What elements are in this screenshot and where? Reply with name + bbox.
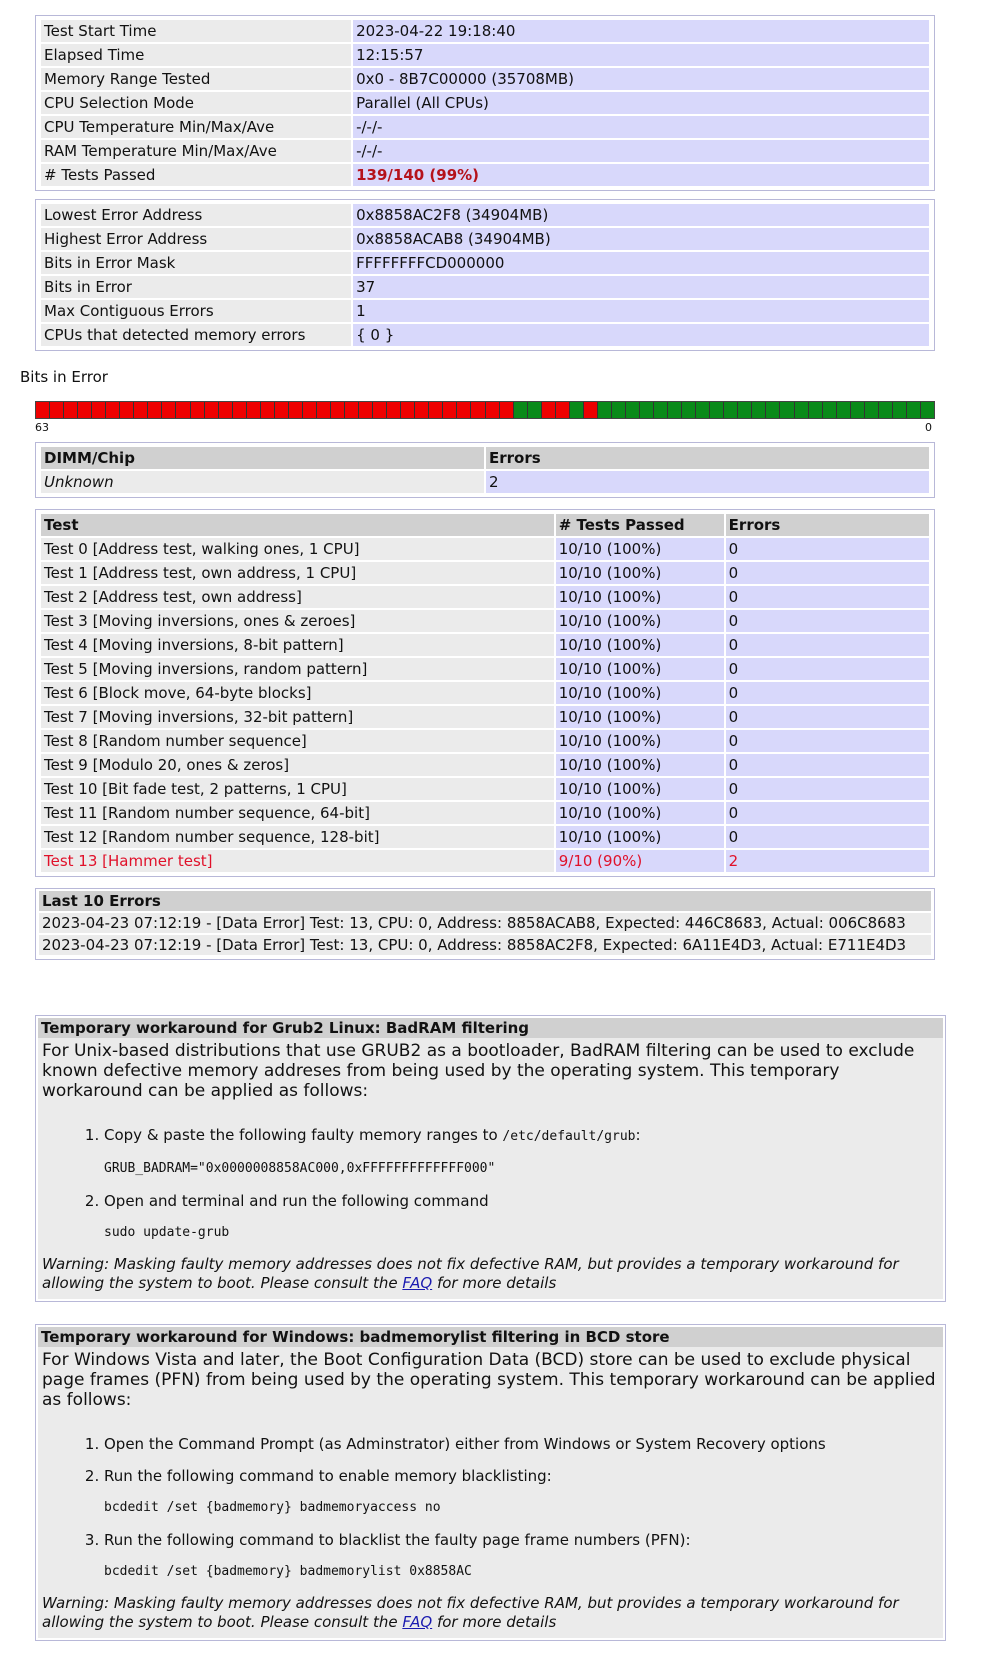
tests-header-test: Test	[41, 514, 554, 536]
bit-cell-error	[500, 402, 514, 418]
bit-cell-error	[401, 402, 415, 418]
bit-cell-ok	[640, 402, 654, 418]
grub-faq-link[interactable]: FAQ	[402, 1274, 433, 1292]
test-name: Test 9 [Modulo 20, ones & zeros]	[41, 754, 554, 776]
bit-cell-ok	[851, 402, 865, 418]
test-name: Test 2 [Address test, own address]	[41, 586, 554, 608]
grub-path: /etc/default/grub	[502, 1129, 636, 1144]
test-row	[41, 610, 929, 632]
bit-cell-error	[345, 402, 359, 418]
bit-cell-ok	[907, 402, 921, 418]
test-errors: 0	[726, 826, 929, 848]
bit-cell-ok	[710, 402, 724, 418]
bit-cell-error	[556, 402, 570, 418]
windows-workaround-panel	[35, 1324, 946, 1641]
test-errors: 2	[726, 850, 929, 872]
grub-update-code: sudo update-grub	[104, 1225, 230, 1240]
test-name: Test 11 [Random number sequence, 64-bit]	[41, 802, 554, 824]
last-errors-table	[35, 888, 935, 960]
test-errors: 0	[726, 706, 929, 728]
bit-cell-error	[92, 402, 106, 418]
grub-step-2-text: Open and terminal and run the following command	[104, 1192, 489, 1210]
bit-cell-ok	[823, 402, 837, 418]
error-log-line: 2023-04-23 07:12:19 - [Data Error] Test: 13, CPU: 0, Address: 8858ACAB8, Expected: 446C8683, Actual: 006C8683	[39, 913, 931, 933]
test-name: Test 1 [Address test, own address, 1 CPU]	[41, 562, 554, 584]
test-row	[41, 586, 929, 608]
summary-row-passed	[41, 164, 929, 186]
grub-steps	[82, 1125, 939, 1243]
error-summary-row	[41, 204, 929, 226]
summary-value: -/-/-	[353, 116, 929, 138]
test-passed: 10/10 (100%)	[556, 634, 724, 656]
test-name: Test 10 [Bit fade test, 2 patterns, 1 CPU]	[41, 778, 554, 800]
dimm-header-errors: Errors	[486, 447, 929, 469]
test-passed: 10/10 (100%)	[556, 802, 724, 824]
bit-cell-error	[233, 402, 247, 418]
test-errors: 0	[726, 562, 929, 584]
test-name: Test 6 [Block move, 64-byte blocks]	[41, 682, 554, 704]
error-summary-label: Lowest Error Address	[41, 204, 351, 226]
windows-warning-suffix: for more details	[432, 1613, 557, 1631]
error-summary-row	[41, 324, 929, 346]
bit-cell-ok	[879, 402, 893, 418]
error-summary-value: 1	[353, 300, 929, 322]
bit-cell-error	[542, 402, 556, 418]
windows-description: For Windows Vista and later, the Boot Configuration Data (BCD) store can be used to exclude physical page frames (PFN) from being used by the operating system. This temporary workaround can be applied as follows:	[42, 1350, 936, 1410]
test-passed: 10/10 (100%)	[556, 562, 724, 584]
test-passed: 10/10 (100%)	[556, 586, 724, 608]
test-row	[41, 850, 929, 872]
bit-cell-error	[443, 402, 457, 418]
bit-cell-error	[373, 402, 387, 418]
last-errors-title: Last 10 Errors	[39, 891, 931, 911]
bit-cell-error	[176, 402, 190, 418]
test-row	[41, 562, 929, 584]
bit-cell-error	[78, 402, 92, 418]
bit-cell-error	[275, 402, 289, 418]
windows-step-3	[104, 1530, 939, 1582]
summary-label: RAM Temperature Min/Max/Ave	[41, 140, 351, 162]
test-errors: 0	[726, 586, 929, 608]
error-summary-value: 0x8858ACAB8 (34904MB)	[353, 228, 929, 250]
test-errors: 0	[726, 610, 929, 632]
test-name: Test 3 [Moving inversions, ones & zeroes]	[41, 610, 554, 632]
test-errors: 0	[726, 754, 929, 776]
test-row	[41, 634, 929, 656]
error-summary-row	[41, 300, 929, 322]
bit-cell-ok	[752, 402, 766, 418]
bit-cell-ok	[598, 402, 612, 418]
grub-step-1-text: Copy & paste the following faulty memory ranges to	[104, 1126, 503, 1144]
grub-title: Temporary workaround for Grub2 Linux: BadRAM filtering	[38, 1018, 943, 1038]
windows-warning	[42, 1594, 939, 1632]
bit-label-right: 0	[925, 421, 932, 434]
windows-step-1	[104, 1434, 939, 1454]
error-summary-value: FFFFFFFFCD000000	[353, 252, 929, 274]
summary-value: 2023-04-22 19:18:40	[353, 20, 929, 42]
error-summary-value: { 0 }	[353, 324, 929, 346]
test-row	[41, 802, 929, 824]
error-summary-row	[41, 276, 929, 298]
test-passed: 10/10 (100%)	[556, 538, 724, 560]
bit-cell-ok	[570, 402, 584, 418]
error-summary-value: 0x8858AC2F8 (34904MB)	[353, 204, 929, 226]
bit-cell-ok	[780, 402, 794, 418]
tests-passed-label: # Tests Passed	[41, 164, 351, 186]
bit-cell-ok	[738, 402, 752, 418]
bit-cell-error	[584, 402, 598, 418]
windows-warning-text: Warning: Masking faulty memory addresses does not fix defective RAM, but provides a temporary workaround for allowing the system to boot. Please consult the	[42, 1594, 899, 1631]
test-name: Test 7 [Moving inversions, 32-bit pattern]	[41, 706, 554, 728]
summary-table	[35, 15, 935, 191]
test-row	[41, 658, 929, 680]
bit-cell-ok	[668, 402, 682, 418]
test-passed: 10/10 (100%)	[556, 754, 724, 776]
windows-access-code: bcdedit /set {badmemory} badmemoryaccess no	[104, 1500, 441, 1515]
dimm-chip: Unknown	[41, 471, 484, 493]
bit-cell-error	[162, 402, 176, 418]
bit-cell-ok	[724, 402, 738, 418]
test-errors: 0	[726, 538, 929, 560]
summary-label: Test Start Time	[41, 20, 351, 42]
summary-label: CPU Temperature Min/Max/Ave	[41, 116, 351, 138]
test-name: Test 12 [Random number sequence, 128-bit]	[41, 826, 554, 848]
bit-cell-error	[261, 402, 275, 418]
tests-header-errors: Errors	[726, 514, 929, 536]
bit-cell-ok	[795, 402, 809, 418]
dimm-table	[35, 442, 935, 498]
bits-in-error-title: Bits in Error	[20, 368, 108, 386]
summary-value: 0x0 - 8B7C00000 (35708MB)	[353, 68, 929, 90]
summary-row	[41, 92, 929, 114]
summary-row	[41, 140, 929, 162]
test-passed: 10/10 (100%)	[556, 826, 724, 848]
bit-cell-error	[331, 402, 345, 418]
bit-cell-error	[289, 402, 303, 418]
error-summary-row	[41, 252, 929, 274]
test-passed: 10/10 (100%)	[556, 610, 724, 632]
test-passed: 9/10 (90%)	[556, 850, 724, 872]
summary-label: Elapsed Time	[41, 44, 351, 66]
bit-cell-error	[303, 402, 317, 418]
bit-cell-ok	[682, 402, 696, 418]
test-errors: 0	[726, 730, 929, 752]
bit-cell-error	[191, 402, 205, 418]
test-name: Test 8 [Random number sequence]	[41, 730, 554, 752]
error-summary-label: Highest Error Address	[41, 228, 351, 250]
test-name: Test 0 [Address test, walking ones, 1 CPU]	[41, 538, 554, 560]
summary-label: CPU Selection Mode	[41, 92, 351, 114]
error-summary-label: CPUs that detected memory errors	[41, 324, 351, 346]
grub-warning-text: Warning: Masking faulty memory addresses does not fix defective RAM, but provides a temporary workaround for allowing the system to boot. Please consult the	[42, 1255, 899, 1292]
bit-cell-error	[64, 402, 78, 418]
summary-label: Memory Range Tested	[41, 68, 351, 90]
grub-workaround-panel	[35, 1015, 946, 1302]
bit-cell-error	[106, 402, 120, 418]
windows-list-code: bcdedit /set {badmemory} badmemorylist 0x8858AC	[104, 1564, 472, 1579]
tests-passed-value: 139/140 (99%)	[353, 164, 929, 186]
bit-cell-error	[205, 402, 219, 418]
bit-cell-error	[50, 402, 64, 418]
test-passed: 10/10 (100%)	[556, 706, 724, 728]
bit-cell-error	[120, 402, 134, 418]
summary-value: Parallel (All CPUs)	[353, 92, 929, 114]
bit-cell-ok	[612, 402, 626, 418]
dimm-header-chip: DIMM/Chip	[41, 447, 484, 469]
error-summary-value: 37	[353, 276, 929, 298]
tests-header-passed: # Tests Passed	[556, 514, 724, 536]
test-name: Test 5 [Moving inversions, random pattern]	[41, 658, 554, 680]
bit-cell-ok	[766, 402, 780, 418]
bit-cell-ok	[921, 402, 934, 418]
error-summary-table	[35, 199, 935, 351]
bit-cell-error	[486, 402, 500, 418]
test-passed: 10/10 (100%)	[556, 778, 724, 800]
test-errors: 0	[726, 778, 929, 800]
bit-cell-ok	[626, 402, 640, 418]
bit-cell-error	[148, 402, 162, 418]
test-name: Test 4 [Moving inversions, 8-bit pattern]	[41, 634, 554, 656]
bit-cell-ok	[696, 402, 710, 418]
error-summary-row	[41, 228, 929, 250]
bit-cell-ok	[865, 402, 879, 418]
error-summary-label: Bits in Error Mask	[41, 252, 351, 274]
windows-step-1-text: Open the Command Prompt (as Adminstrator) either from Windows or System Recovery options	[104, 1435, 826, 1453]
grub-warning	[42, 1255, 939, 1293]
windows-steps	[82, 1434, 939, 1582]
test-row	[41, 778, 929, 800]
bit-cell-ok	[654, 402, 668, 418]
grub-step-2	[104, 1191, 939, 1243]
windows-step-2	[104, 1466, 939, 1518]
grub-step-1	[104, 1125, 939, 1179]
test-errors: 0	[726, 682, 929, 704]
summary-row	[41, 68, 929, 90]
bit-cell-error	[387, 402, 401, 418]
error-log-line: 2023-04-23 07:12:19 - [Data Error] Test: 13, CPU: 0, Address: 8858AC2F8, Expected: 6A11E4D3, Actual: E711E4D3	[39, 935, 931, 955]
bit-cell-ok	[809, 402, 823, 418]
bit-cell-ok	[893, 402, 907, 418]
bit-cell-ok	[528, 402, 542, 418]
grub-step-1-suffix: :	[635, 1126, 641, 1144]
bit-cell-error	[247, 402, 261, 418]
test-passed: 10/10 (100%)	[556, 730, 724, 752]
grub-warning-suffix: for more details	[432, 1274, 557, 1292]
grub-badram-code: GRUB_BADRAM="0x0000008858AC000,0xFFFFFFFFFFFFF000"	[104, 1161, 496, 1176]
bit-cell-ok	[514, 402, 528, 418]
error-summary-label: Bits in Error	[41, 276, 351, 298]
windows-step-2-text: Run the following command to enable memory blacklisting:	[104, 1467, 552, 1485]
dimm-errors: 2	[486, 471, 929, 493]
bit-cell-error	[219, 402, 233, 418]
test-errors: 0	[726, 802, 929, 824]
bits-in-error-bar	[35, 401, 935, 419]
error-summary-label: Max Contiguous Errors	[41, 300, 351, 322]
summary-row	[41, 116, 929, 138]
windows-faq-link[interactable]: FAQ	[402, 1613, 433, 1631]
bit-cell-error	[457, 402, 471, 418]
test-errors: 0	[726, 634, 929, 656]
summary-value: -/-/-	[353, 140, 929, 162]
test-errors: 0	[726, 658, 929, 680]
summary-value: 12:15:57	[353, 44, 929, 66]
windows-step-3-text: Run the following command to blacklist the faulty page frame numbers (PFN):	[104, 1531, 691, 1549]
test-passed: 10/10 (100%)	[556, 682, 724, 704]
bit-label-left: 63	[35, 421, 49, 434]
bit-cell-error	[317, 402, 331, 418]
bit-cell-error	[415, 402, 429, 418]
bit-cell-error	[359, 402, 373, 418]
grub-description: For Unix-based distributions that use GRUB2 as a bootloader, BadRAM filtering can be used to exclude known defective memory addreses from being used by the operating system. This temporary workaround can be applied as follows:	[42, 1041, 915, 1101]
tests-table	[35, 509, 935, 877]
test-row	[41, 682, 929, 704]
test-row	[41, 706, 929, 728]
test-row	[41, 754, 929, 776]
test-passed: 10/10 (100%)	[556, 658, 724, 680]
bit-cell-ok	[837, 402, 851, 418]
summary-row	[41, 44, 929, 66]
bit-cell-error	[429, 402, 443, 418]
windows-title: Temporary workaround for Windows: badmemorylist filtering in BCD store	[38, 1327, 943, 1347]
test-row	[41, 730, 929, 752]
bit-cell-error	[471, 402, 485, 418]
bit-cell-error	[134, 402, 148, 418]
test-name: Test 13 [Hammer test]	[41, 850, 554, 872]
test-row	[41, 826, 929, 848]
test-row	[41, 538, 929, 560]
bit-cell-error	[36, 402, 50, 418]
summary-row	[41, 20, 929, 42]
